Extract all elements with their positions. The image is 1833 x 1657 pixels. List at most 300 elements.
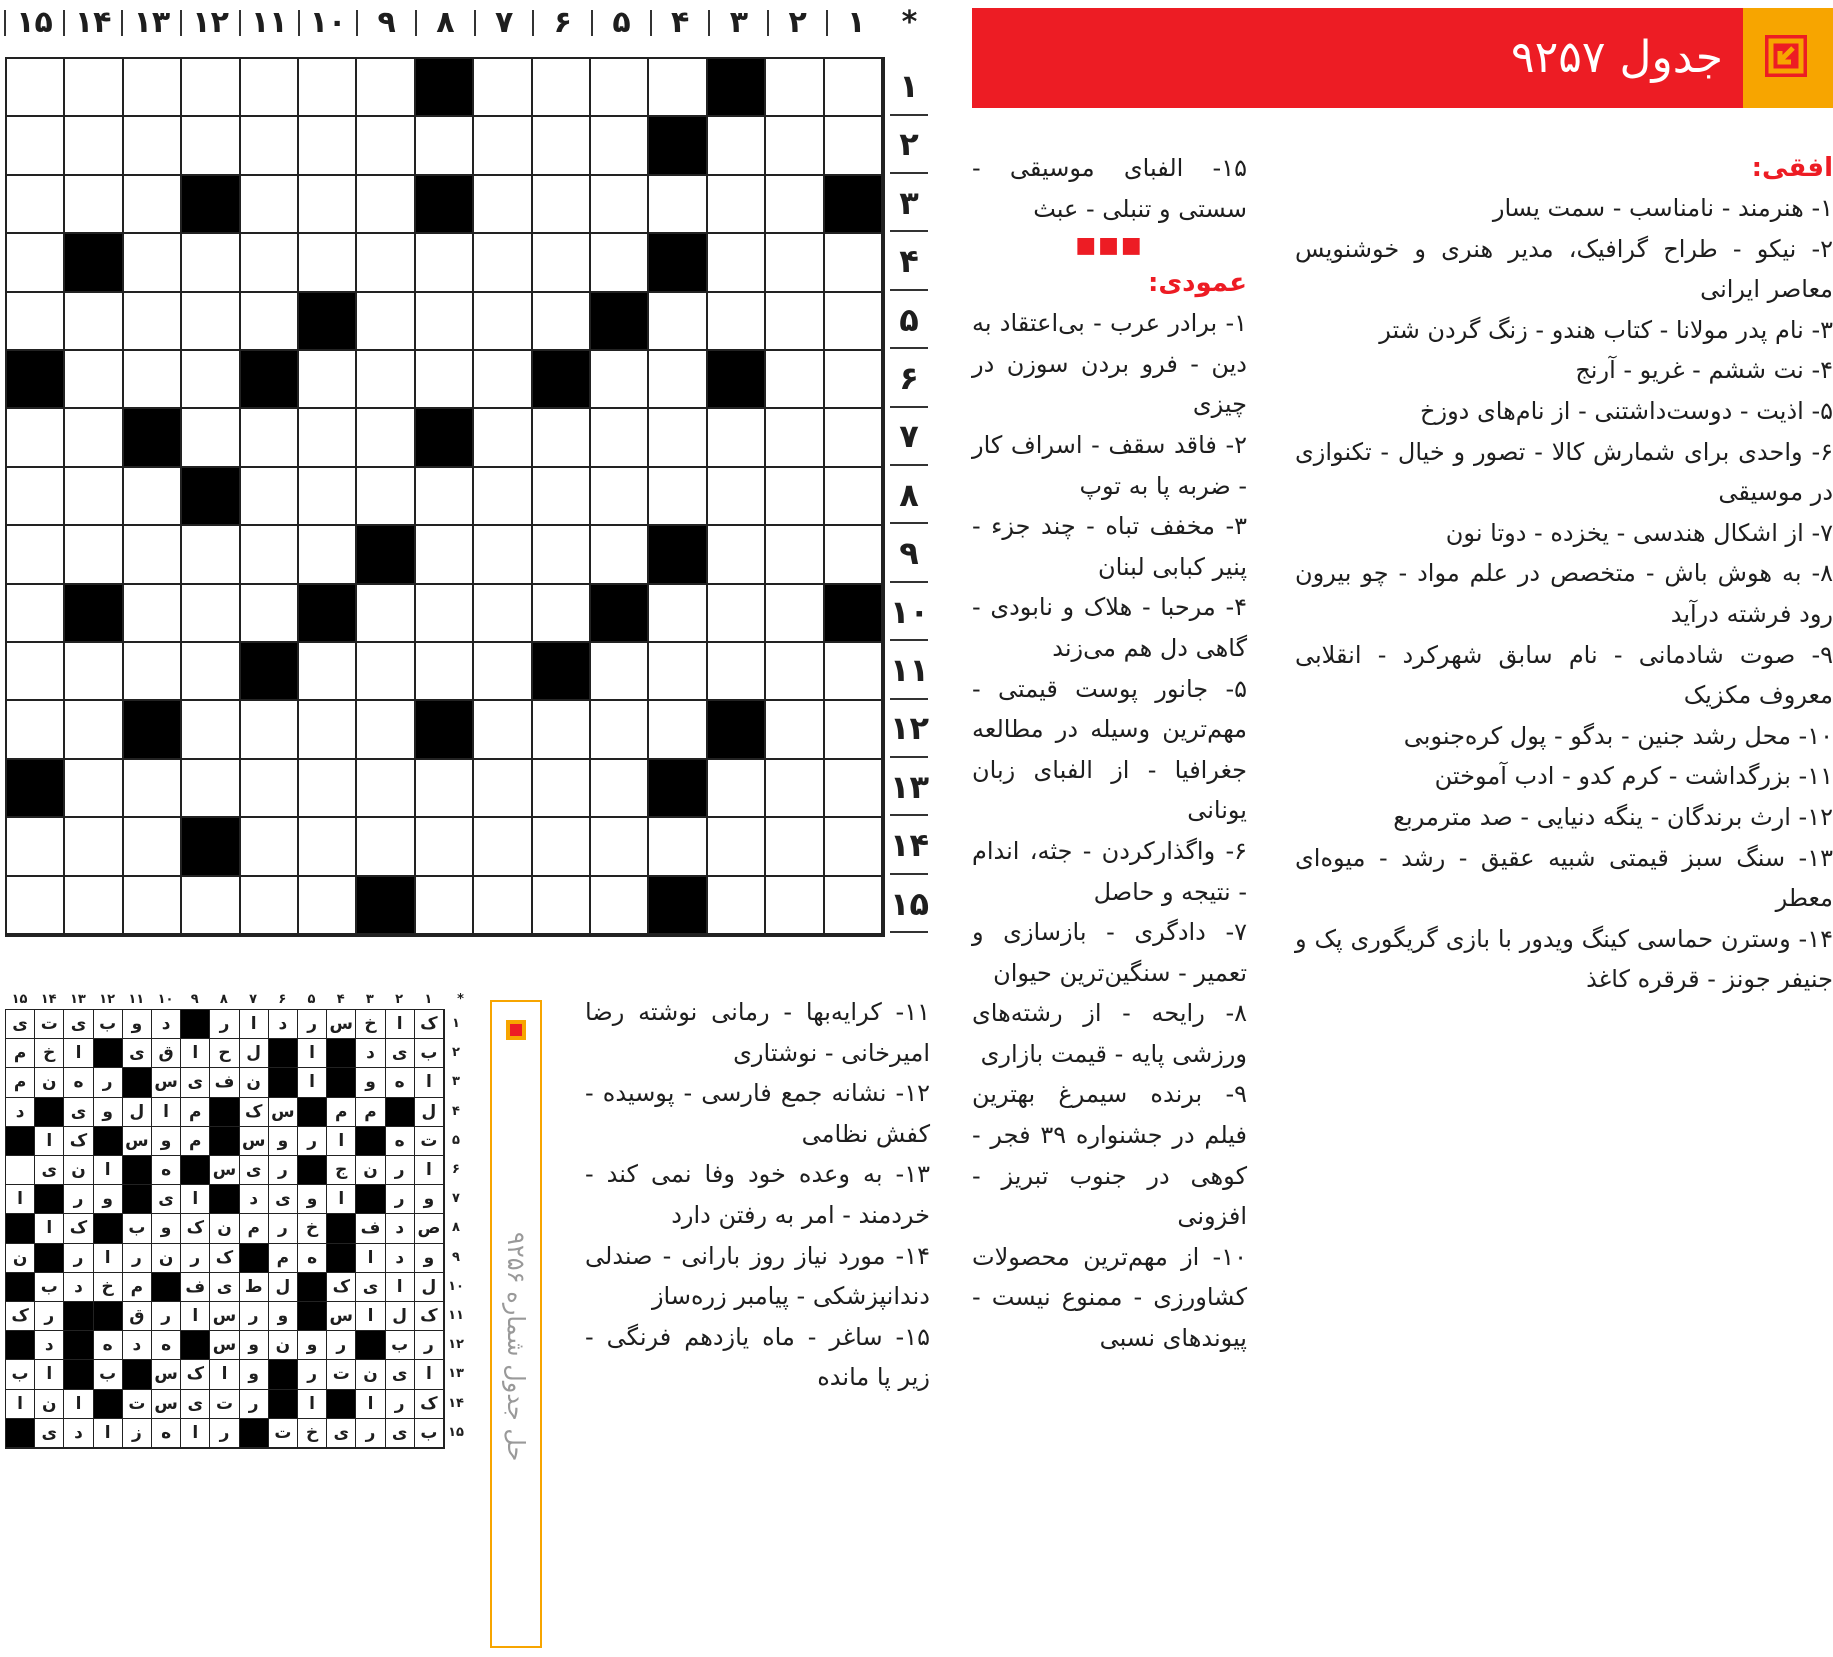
grid-cell[interactable] [825, 877, 883, 935]
solution-cell: ق [123, 1302, 152, 1331]
solution-black-cell [181, 1331, 210, 1360]
solution-cell: ا [210, 1360, 239, 1389]
grid-cell[interactable] [591, 760, 649, 818]
solution-cell: و [415, 1244, 444, 1273]
solution-cell: ر [210, 1010, 239, 1039]
grid-cell[interactable] [416, 293, 474, 351]
grid-corner-mark: * [901, 5, 918, 40]
grid-cell[interactable] [299, 468, 357, 526]
solution-cell: ک [181, 1214, 210, 1243]
grid-cell[interactable] [474, 409, 532, 467]
solution-cell: س [327, 1302, 356, 1331]
grid-cell[interactable] [474, 234, 532, 292]
grid-cell[interactable] [299, 117, 357, 175]
grid-cell[interactable] [533, 176, 591, 234]
grid-cell[interactable] [766, 176, 824, 234]
grid-cell[interactable] [241, 526, 299, 584]
grid-cell[interactable] [766, 234, 824, 292]
grid-cell[interactable] [65, 643, 123, 701]
grid-cell[interactable] [708, 468, 766, 526]
grid-cell[interactable] [533, 701, 591, 759]
grid-cell[interactable] [7, 526, 65, 584]
solution-cell: م [269, 1244, 298, 1273]
grid-cell[interactable] [357, 818, 415, 876]
grid-cell[interactable] [357, 59, 415, 117]
grid-cell[interactable] [474, 701, 532, 759]
grid-cell[interactable] [708, 409, 766, 467]
grid-cell[interactable] [533, 293, 591, 351]
grid-cell[interactable] [182, 877, 240, 935]
grid-cell[interactable] [766, 293, 824, 351]
grid-cell[interactable] [7, 59, 65, 117]
grid-cell[interactable] [533, 409, 591, 467]
grid-cell[interactable] [182, 643, 240, 701]
grid-cell[interactable] [416, 468, 474, 526]
black-cell [7, 351, 65, 409]
grid-cell[interactable] [533, 526, 591, 584]
grid-cell[interactable] [182, 351, 240, 409]
grid-cell[interactable] [708, 293, 766, 351]
grid-cell[interactable] [182, 409, 240, 467]
solution-cell: ر [298, 1010, 327, 1039]
grid-cell[interactable] [241, 409, 299, 467]
solution-cell: ط [240, 1273, 269, 1302]
grid-cell[interactable] [182, 117, 240, 175]
solution-row-number: ۱۴ [448, 1395, 464, 1411]
solution-cell: ر [356, 1419, 385, 1448]
grid-cell[interactable] [825, 409, 883, 467]
solution-black-cell [210, 1127, 239, 1156]
grid-cell[interactable] [766, 643, 824, 701]
solution-cell: و [94, 1185, 123, 1214]
grid-cell[interactable] [241, 468, 299, 526]
solution-cell: خ [298, 1214, 327, 1243]
solution-row-number: ۳ [452, 1074, 460, 1090]
grid-cell[interactable] [766, 468, 824, 526]
grid-cell[interactable] [649, 176, 707, 234]
grid-cell[interactable] [591, 234, 649, 292]
grid-cell[interactable] [241, 760, 299, 818]
grid-cell[interactable] [65, 468, 123, 526]
grid-cell[interactable] [241, 877, 299, 935]
grid-cell[interactable] [241, 818, 299, 876]
grid-cell[interactable] [124, 234, 182, 292]
grid-cell[interactable] [7, 234, 65, 292]
grid-cell[interactable] [241, 293, 299, 351]
solution-cell: ل [240, 1039, 269, 1068]
grid-cell[interactable] [65, 760, 123, 818]
grid-cell[interactable] [591, 59, 649, 117]
grid-cell[interactable] [474, 760, 532, 818]
solution-cell: ن [152, 1244, 181, 1273]
grid-cell[interactable] [241, 234, 299, 292]
row-number: ۱۰ [890, 583, 928, 642]
solution-cell: ه [64, 1068, 93, 1097]
column-number: ۱۲ [192, 5, 229, 40]
solution-cell: ی [386, 1360, 415, 1389]
grid-cell[interactable] [708, 818, 766, 876]
grid-cell[interactable] [241, 176, 299, 234]
solution-black-cell [123, 1185, 152, 1214]
grid-cell[interactable] [357, 293, 415, 351]
solution-cell: ی [240, 1156, 269, 1185]
grid-cell[interactable] [416, 234, 474, 292]
grid-cell[interactable] [124, 643, 182, 701]
horizontal-clue: ۲- نیکو - طراح گرافیک، مدیر هنری و خوشنویس معاصر ایرانی [1295, 234, 1833, 304]
black-cell [649, 117, 707, 175]
grid-cell[interactable] [708, 643, 766, 701]
grid-cell[interactable] [649, 701, 707, 759]
solution-cell: ا [35, 1360, 64, 1389]
grid-cell[interactable] [7, 176, 65, 234]
grid-cell[interactable] [299, 526, 357, 584]
grid-cell[interactable] [533, 585, 591, 643]
solution-black-cell [327, 1214, 356, 1243]
grid-cell[interactable] [766, 117, 824, 175]
grid-cell[interactable] [766, 818, 824, 876]
grid-cell[interactable] [766, 351, 824, 409]
grid-cell[interactable] [357, 409, 415, 467]
grid-cell[interactable] [825, 818, 883, 876]
solution-black-cell [210, 1098, 239, 1127]
grid-cell[interactable] [182, 59, 240, 117]
solution-cell: ر [386, 1156, 415, 1185]
solution-cell: ر [152, 1302, 181, 1331]
grid-cell[interactable] [65, 526, 123, 584]
grid-cell[interactable] [825, 526, 883, 584]
solution-cell: ت [415, 1127, 444, 1156]
black-cell [124, 409, 182, 467]
grid-cell[interactable] [65, 59, 123, 117]
grid-cell[interactable] [591, 701, 649, 759]
grid-cell[interactable] [416, 117, 474, 175]
grid-cell[interactable] [474, 59, 532, 117]
grid-cell[interactable] [299, 643, 357, 701]
grid-cell[interactable] [474, 293, 532, 351]
horizontal-clue: ۱۱- بزرگداشت - کرم کدو - ادب آموختن [1434, 762, 1833, 791]
grid-cell[interactable] [708, 117, 766, 175]
grid-cell[interactable] [65, 351, 123, 409]
solution-cell: ر [210, 1419, 239, 1448]
publication-logo [1743, 8, 1833, 108]
solution-cell: ی [386, 1039, 415, 1068]
grid-cell[interactable] [825, 59, 883, 117]
grid-cell[interactable] [533, 117, 591, 175]
grid-cell[interactable] [474, 176, 532, 234]
solution-column-number: ۵ [307, 992, 316, 1007]
solution-black-cell [64, 1302, 93, 1331]
solution-cell: د [386, 1244, 415, 1273]
grid-cell[interactable] [7, 409, 65, 467]
grid-cell[interactable] [65, 409, 123, 467]
horizontal-heading: افقی: [1751, 153, 1833, 183]
grid-cell[interactable] [124, 585, 182, 643]
black-cell [65, 234, 123, 292]
grid-cell[interactable] [474, 351, 532, 409]
grid-cell[interactable] [474, 117, 532, 175]
grid-cell[interactable] [357, 701, 415, 759]
grid-cell[interactable] [825, 293, 883, 351]
solution-black-cell [327, 1390, 356, 1419]
grid-cell[interactable] [591, 818, 649, 876]
grid-cell[interactable] [474, 526, 532, 584]
solution-cell: ا [94, 1419, 123, 1448]
solution-black-cell [327, 1244, 356, 1273]
grid-cell[interactable] [124, 351, 182, 409]
solution-black-cell [6, 1214, 35, 1243]
grid-cell[interactable] [357, 585, 415, 643]
grid-cell[interactable] [649, 643, 707, 701]
grid-cell[interactable] [241, 585, 299, 643]
grid-cell[interactable] [357, 351, 415, 409]
grid-cell[interactable] [591, 877, 649, 935]
grid-cell[interactable] [766, 877, 824, 935]
grid-cell[interactable] [591, 409, 649, 467]
horizontal-clue: ۱۵- الفبای موسیقی - سستی و تنبلی - عبث [972, 154, 1247, 223]
grid-cell[interactable] [591, 351, 649, 409]
horizontal-clue: ۱۰- محل رشد جنین - بدگو - پول کره‌جنوبی [1403, 721, 1833, 750]
grid-cell[interactable] [416, 760, 474, 818]
grid-cell[interactable] [7, 117, 65, 175]
solution-black-cell [94, 1302, 123, 1331]
grid-cell[interactable] [182, 526, 240, 584]
grid-cell[interactable] [766, 585, 824, 643]
solution-cell: ر [181, 1244, 210, 1273]
grid-cell[interactable] [124, 877, 182, 935]
grid-cell[interactable] [299, 701, 357, 759]
grid-cell[interactable] [416, 877, 474, 935]
grid-cell[interactable] [357, 234, 415, 292]
grid-cell[interactable] [591, 468, 649, 526]
grid-cell[interactable] [182, 234, 240, 292]
column-number: ۳ [729, 5, 749, 40]
black-cell [357, 526, 415, 584]
grid-cell[interactable] [416, 643, 474, 701]
solution-column-number: ۱۳ [69, 992, 86, 1007]
solution-black-cell [123, 1068, 152, 1097]
solution-cell: ی [356, 1273, 385, 1302]
grid-cell[interactable] [708, 234, 766, 292]
grid-cell[interactable] [533, 760, 591, 818]
grid-cell[interactable] [533, 234, 591, 292]
solution-cell: ب [415, 1039, 444, 1068]
grid-cell[interactable] [708, 877, 766, 935]
solution-cell: ر [35, 1302, 64, 1331]
grid-cell[interactable] [65, 293, 123, 351]
grid-cell[interactable] [299, 760, 357, 818]
grid-cell[interactable] [7, 468, 65, 526]
grid-cell[interactable] [708, 585, 766, 643]
grid-cell[interactable] [7, 585, 65, 643]
grid-cell[interactable] [124, 818, 182, 876]
row-number: ۶ [890, 349, 928, 408]
grid-cell[interactable] [649, 468, 707, 526]
grid-cell[interactable] [357, 468, 415, 526]
solution-cell: و [240, 1331, 269, 1360]
grid-cell[interactable] [65, 117, 123, 175]
grid-cell[interactable] [299, 351, 357, 409]
solution-cell: و [269, 1302, 298, 1331]
solution-cell: ف [210, 1068, 239, 1097]
grid-cell[interactable] [825, 643, 883, 701]
solution-cell: ا [298, 1390, 327, 1419]
grid-cell[interactable] [65, 701, 123, 759]
grid-cell[interactable] [124, 293, 182, 351]
grid-cell[interactable] [649, 409, 707, 467]
grid-cell[interactable] [299, 877, 357, 935]
grid-cell[interactable] [182, 701, 240, 759]
solution-cell: ن [356, 1156, 385, 1185]
grid-cell[interactable] [299, 409, 357, 467]
grid-cell[interactable] [474, 585, 532, 643]
black-cell [182, 176, 240, 234]
grid-cell[interactable] [7, 818, 65, 876]
column-number: ۸ [436, 5, 455, 40]
grid-cell[interactable] [416, 351, 474, 409]
grid-cell[interactable] [65, 818, 123, 876]
solution-corner-mark: * [457, 992, 464, 1007]
solution-cell: و [269, 1127, 298, 1156]
grid-cell[interactable] [766, 526, 824, 584]
grid-cell[interactable] [474, 818, 532, 876]
solution-row-number: ۱۵ [448, 1424, 464, 1440]
solution-cell: ه [152, 1419, 181, 1448]
grid-cell[interactable] [7, 701, 65, 759]
grid-cell[interactable] [182, 760, 240, 818]
solution-cell: ت [210, 1390, 239, 1419]
grid-cell[interactable] [124, 760, 182, 818]
solution-column-number: ۱۴ [40, 992, 57, 1007]
grid-cell[interactable] [766, 409, 824, 467]
grid-cell[interactable] [124, 176, 182, 234]
grid-cell[interactable] [825, 468, 883, 526]
grid-cell[interactable] [533, 468, 591, 526]
grid-cell[interactable] [474, 643, 532, 701]
solution-black-cell [64, 1331, 93, 1360]
solution-grid [5, 1009, 445, 1449]
grid-cell[interactable] [591, 176, 649, 234]
row-number: ۷ [890, 407, 928, 466]
grid-cell[interactable] [825, 234, 883, 292]
grid-cell[interactable] [182, 293, 240, 351]
grid-cell[interactable] [649, 351, 707, 409]
grid-cell[interactable] [825, 117, 883, 175]
grid-cell[interactable] [241, 117, 299, 175]
grid-cell[interactable] [299, 176, 357, 234]
grid-cell[interactable] [766, 701, 824, 759]
grid-cell[interactable] [241, 701, 299, 759]
solution-row-number: ۱۱ [448, 1308, 464, 1323]
grid-cell[interactable] [825, 701, 883, 759]
grid-cell[interactable] [241, 59, 299, 117]
black-cell [299, 585, 357, 643]
grid-cell[interactable] [299, 59, 357, 117]
solution-black-cell [269, 1039, 298, 1068]
grid-cell[interactable] [474, 468, 532, 526]
solution-cell: ا [94, 1156, 123, 1185]
grid-cell[interactable] [65, 176, 123, 234]
solution-row-number: ۸ [452, 1220, 460, 1236]
grid-cell[interactable] [533, 877, 591, 935]
grid-cell[interactable] [65, 877, 123, 935]
black-cell [825, 176, 883, 234]
grid-cell[interactable] [591, 526, 649, 584]
black-cell [124, 701, 182, 759]
grid-cell[interactable] [649, 59, 707, 117]
solution-cell: و [94, 1098, 123, 1127]
grid-cell[interactable] [766, 760, 824, 818]
grid-cell[interactable] [416, 526, 474, 584]
black-cell [825, 585, 883, 643]
grid-cell[interactable] [708, 176, 766, 234]
grid-cell[interactable] [416, 818, 474, 876]
vertical-clue: ۹- برنده سیمرغ بهترین فیلم در جشنواره ۳۹ فجر - کوهی در جنوب تبریز - افزونی [972, 1080, 1248, 1231]
main-grid-column-numbers [0, 0, 945, 46]
grid-cell[interactable] [591, 643, 649, 701]
black-cell [7, 760, 65, 818]
solution-cell: س [327, 1010, 356, 1039]
solution-cell: س [123, 1127, 152, 1156]
section-end-mark: ■■■ [1075, 233, 1144, 259]
solution-cell: م [6, 1039, 35, 1068]
grid-cell[interactable] [357, 117, 415, 175]
solution-cell: ن [269, 1331, 298, 1360]
grid-cell[interactable] [474, 877, 532, 935]
solution-cell: ا [356, 1302, 385, 1331]
grid-cell[interactable] [825, 760, 883, 818]
grid-cell[interactable] [649, 585, 707, 643]
grid-cell[interactable] [182, 585, 240, 643]
grid-cell[interactable] [7, 643, 65, 701]
grid-cell[interactable] [299, 234, 357, 292]
grid-cell[interactable] [533, 818, 591, 876]
crossword-grid[interactable] [5, 57, 885, 937]
grid-cell[interactable] [649, 293, 707, 351]
grid-cell[interactable] [357, 643, 415, 701]
grid-cell[interactable] [299, 818, 357, 876]
grid-cell[interactable] [416, 585, 474, 643]
solution-cell: ه [94, 1331, 123, 1360]
solution-cell: د [123, 1331, 152, 1360]
solution-black-cell [6, 1419, 35, 1448]
grid-cell[interactable] [357, 176, 415, 234]
solution-cell: ا [386, 1273, 415, 1302]
solution-cell: ا [356, 1390, 385, 1419]
grid-cell[interactable] [357, 760, 415, 818]
grid-cell[interactable] [533, 59, 591, 117]
grid-cell[interactable] [825, 351, 883, 409]
grid-cell[interactable] [124, 526, 182, 584]
solution-black-cell [269, 1068, 298, 1097]
grid-cell[interactable] [591, 117, 649, 175]
solution-cell: ه [386, 1127, 415, 1156]
solution-cell: ا [6, 1390, 35, 1419]
grid-cell[interactable] [124, 59, 182, 117]
grid-cell[interactable] [124, 117, 182, 175]
solution-cell: ک [6, 1302, 35, 1331]
grid-cell[interactable] [7, 877, 65, 935]
grid-cell[interactable] [124, 468, 182, 526]
grid-cell[interactable] [708, 760, 766, 818]
solution-cell: ن [64, 1156, 93, 1185]
solution-cell: ر [269, 1214, 298, 1243]
solution-cell: و [152, 1127, 181, 1156]
grid-cell[interactable] [7, 293, 65, 351]
solution-cell: ی [35, 1419, 64, 1448]
grid-cell[interactable] [649, 818, 707, 876]
grid-cell[interactable] [766, 59, 824, 117]
grid-cell[interactable] [708, 526, 766, 584]
